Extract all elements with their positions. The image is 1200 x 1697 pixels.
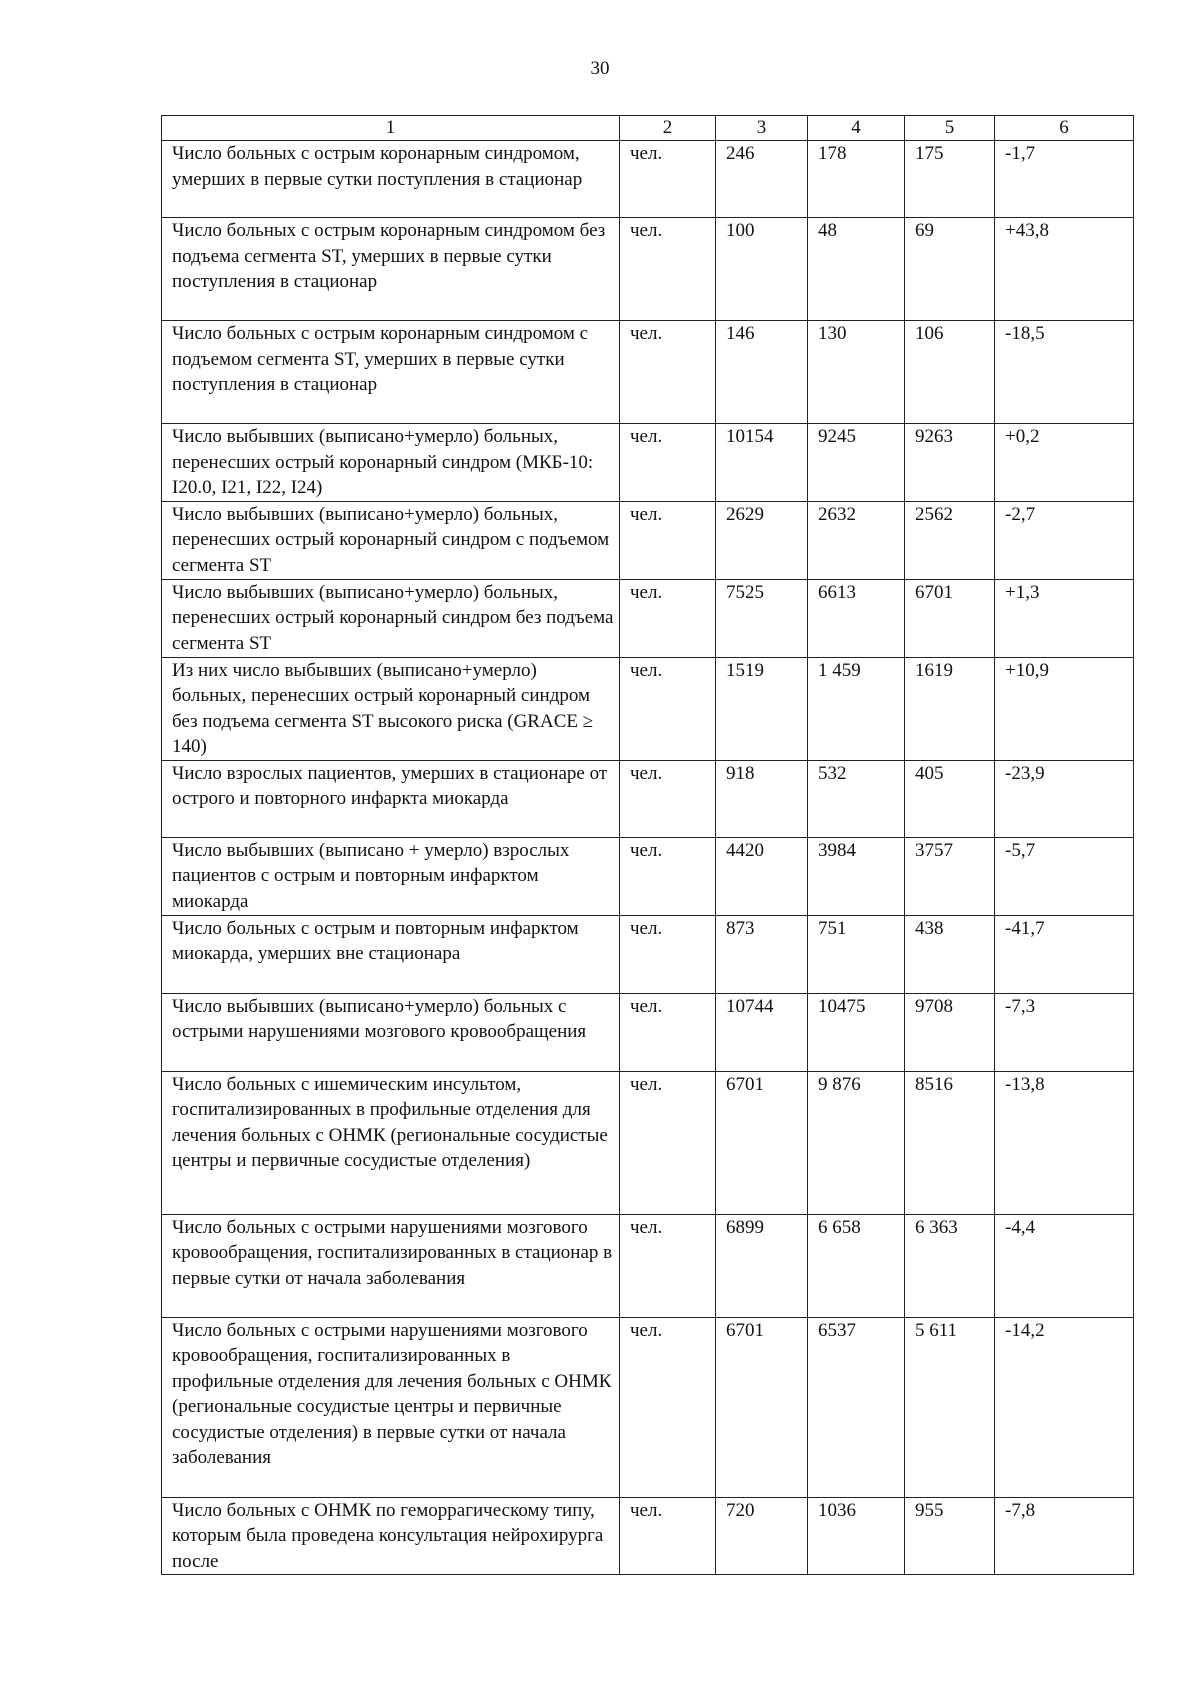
indicator-cell: Число выбывших (выписано+умерло) больных, перенесших острый коронарный синдром (МКБ-10: I20.0, I21, I22, I24) (162, 424, 620, 502)
value-cell: 873 (716, 915, 808, 993)
value-cell: 9263 (905, 424, 995, 502)
change-cell: -4,4 (995, 1214, 1134, 1317)
value-cell: 9 876 (808, 1071, 905, 1214)
value-cell: 246 (716, 141, 808, 218)
table-row (162, 424, 1134, 502)
value-cell: 100 (716, 218, 808, 321)
column-header: 3 (716, 116, 808, 141)
column-number-header-row (162, 116, 1134, 141)
value-cell: 6613 (808, 579, 905, 657)
page-number: 30 (590, 58, 610, 79)
value-cell: 532 (808, 760, 905, 837)
value-cell: 2562 (905, 501, 995, 579)
change-cell: -41,7 (995, 915, 1134, 993)
unit-cell: чел. (620, 424, 716, 502)
indicator-cell: Число больных с острым коронарным синдромом, умерших в первые сутки поступления в стационар (162, 141, 620, 218)
indicator-cell: Из них число выбывших (выписано+умерло) больных, перенесших острый коронарный синдром без подъема сегмента ST высокого риска (GRACE ≥ 140) (162, 657, 620, 760)
value-cell: 751 (808, 915, 905, 993)
value-cell: 10475 (808, 993, 905, 1071)
unit-cell: чел. (620, 1071, 716, 1214)
unit-cell: чел. (620, 218, 716, 321)
unit-cell: чел. (620, 915, 716, 993)
unit-cell: чел. (620, 657, 716, 760)
change-cell: +10,9 (995, 657, 1134, 760)
value-cell: 1036 (808, 1497, 905, 1575)
unit-cell: чел. (620, 1214, 716, 1317)
indicator-cell: Число больных с острым коронарным синдромом без подъема сегмента ST, умерших в первые сутки поступления в стационар (162, 218, 620, 321)
value-cell: 4420 (716, 837, 808, 915)
column-header: 4 (808, 116, 905, 141)
value-cell: 6701 (905, 579, 995, 657)
indicator-cell: Число больных с острым и повторным инфарктом миокарда, умерших вне стационара (162, 915, 620, 993)
change-cell: +1,3 (995, 579, 1134, 657)
unit-cell: чел. (620, 760, 716, 837)
value-cell: 3984 (808, 837, 905, 915)
value-cell: 6 658 (808, 1214, 905, 1317)
table-row (162, 915, 1134, 993)
indicator-cell: Число больных с ишемическим инсультом, госпитализированных в профильные отделения для лечения больных с ОНМК (региональные сосудистые центры и первичные сосудистые отделения) (162, 1071, 620, 1214)
table-row (162, 657, 1134, 760)
value-cell: 178 (808, 141, 905, 218)
table-row (162, 837, 1134, 915)
change-cell: -13,8 (995, 1071, 1134, 1214)
change-cell: -7,3 (995, 993, 1134, 1071)
value-cell: 9708 (905, 993, 995, 1071)
unit-cell: чел. (620, 993, 716, 1071)
change-cell: -7,8 (995, 1497, 1134, 1575)
change-cell: -18,5 (995, 321, 1134, 424)
indicator-cell: Число больных с острыми нарушениями мозгового кровообращения, госпитализированных в профильные отделения для лечения больных с ОНМК (региональные сосудистые центры и первичные сосудистые отделения) в первые сутки от начала заболевания (162, 1317, 620, 1497)
value-cell: 1519 (716, 657, 808, 760)
table-row (162, 1317, 1134, 1497)
unit-cell: чел. (620, 1317, 716, 1497)
value-cell: 10154 (716, 424, 808, 502)
value-cell: 48 (808, 218, 905, 321)
table-row (162, 579, 1134, 657)
table-row (162, 1214, 1134, 1317)
value-cell: 6 363 (905, 1214, 995, 1317)
table-row (162, 218, 1134, 321)
column-header: 5 (905, 116, 995, 141)
table-row (162, 141, 1134, 218)
value-cell: 405 (905, 760, 995, 837)
value-cell: 7525 (716, 579, 808, 657)
unit-cell: чел. (620, 141, 716, 218)
value-cell: 2632 (808, 501, 905, 579)
value-cell: 106 (905, 321, 995, 424)
value-cell: 720 (716, 1497, 808, 1575)
indicator-cell: Число выбывших (выписано+умерло) больных, перенесших острый коронарный синдром с подъемом сегмента ST (162, 501, 620, 579)
unit-cell: чел. (620, 837, 716, 915)
change-cell: +43,8 (995, 218, 1134, 321)
value-cell: 10744 (716, 993, 808, 1071)
change-cell: -5,7 (995, 837, 1134, 915)
value-cell: 6701 (716, 1317, 808, 1497)
indicator-cell: Число выбывших (выписано + умерло) взрослых пациентов с острым и повторным инфарктом миокарда (162, 837, 620, 915)
statistics-table (161, 115, 1134, 1575)
column-header: 1 (162, 116, 620, 141)
indicator-cell: Число взрослых пациентов, умерших в стационаре от острого и повторного инфаркта миокарда (162, 760, 620, 837)
value-cell: 6701 (716, 1071, 808, 1214)
indicator-cell: Число больных с ОНМК по геморрагическому типу, которым была проведена консультация нейрохирурга после (162, 1497, 620, 1575)
unit-cell: чел. (620, 501, 716, 579)
value-cell: 5 611 (905, 1317, 995, 1497)
value-cell: 69 (905, 218, 995, 321)
indicator-cell: Число больных с острым коронарным синдромом с подъемом сегмента ST, умерших в первые сутки поступления в стационар (162, 321, 620, 424)
change-cell: -2,7 (995, 501, 1134, 579)
value-cell: 1619 (905, 657, 995, 760)
unit-cell: чел. (620, 321, 716, 424)
table-row (162, 993, 1134, 1071)
column-header: 2 (620, 116, 716, 141)
value-cell: 6899 (716, 1214, 808, 1317)
value-cell: 8516 (905, 1071, 995, 1214)
value-cell: 146 (716, 321, 808, 424)
unit-cell: чел. (620, 1497, 716, 1575)
indicator-cell: Число выбывших (выписано+умерло) больных, перенесших острый коронарный синдром без подъема сегмента ST (162, 579, 620, 657)
value-cell: 9245 (808, 424, 905, 502)
unit-cell: чел. (620, 579, 716, 657)
value-cell: 1 459 (808, 657, 905, 760)
value-cell: 438 (905, 915, 995, 993)
value-cell: 6537 (808, 1317, 905, 1497)
column-header: 6 (995, 116, 1134, 141)
indicator-cell: Число больных с острыми нарушениями мозгового кровообращения, госпитализированных в стационар в первые сутки от начала заболевания (162, 1214, 620, 1317)
value-cell: 2629 (716, 501, 808, 579)
change-cell: -14,2 (995, 1317, 1134, 1497)
table-row (162, 760, 1134, 837)
change-cell: -23,9 (995, 760, 1134, 837)
table-row (162, 321, 1134, 424)
indicator-cell: Число выбывших (выписано+умерло) больных с острыми нарушениями мозгового кровообращения (162, 993, 620, 1071)
value-cell: 175 (905, 141, 995, 218)
change-cell: +0,2 (995, 424, 1134, 502)
change-cell: -1,7 (995, 141, 1134, 218)
value-cell: 955 (905, 1497, 995, 1575)
table-row (162, 1497, 1134, 1575)
table-row (162, 1071, 1134, 1214)
value-cell: 918 (716, 760, 808, 837)
table-row (162, 501, 1134, 579)
value-cell: 3757 (905, 837, 995, 915)
value-cell: 130 (808, 321, 905, 424)
